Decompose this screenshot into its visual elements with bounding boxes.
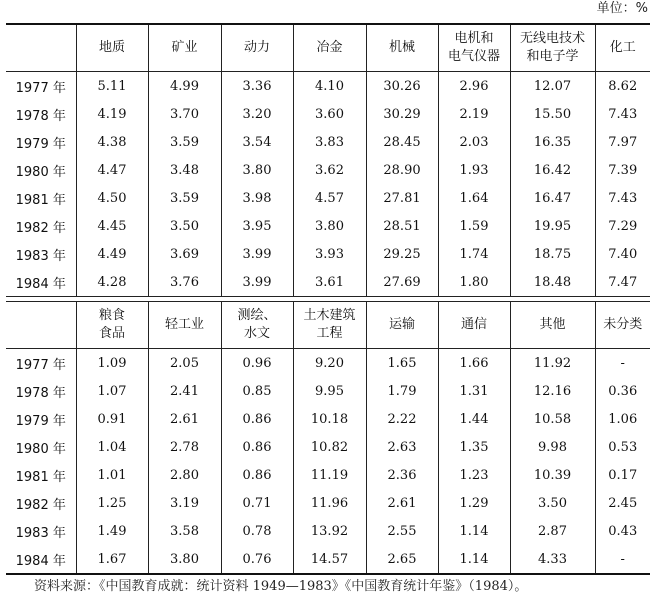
table-row — [6, 405, 650, 433]
value-cell: 3.83 — [293, 128, 366, 156]
value-cell: 10.18 — [293, 405, 366, 433]
value-cell: 2.78 — [148, 433, 221, 461]
table-row — [6, 72, 650, 101]
value-cell: 1.06 — [595, 405, 650, 433]
column-header-line: 食品 — [98, 326, 125, 341]
value-cell: 30.26 — [366, 72, 438, 101]
column-header — [438, 302, 510, 349]
value-cell: 0.86 — [221, 461, 293, 489]
value-cell: 11.19 — [293, 461, 366, 489]
column-header — [221, 24, 293, 72]
column-header-line: 其他 — [539, 317, 566, 332]
value-cell: 2.63 — [366, 433, 438, 461]
value-cell: 2.05 — [148, 349, 221, 378]
table-row — [6, 349, 650, 378]
column-header-line: 轻工业 — [164, 317, 204, 332]
value-cell: - — [595, 349, 650, 378]
value-cell: 2.61 — [148, 405, 221, 433]
value-cell: 3.62 — [293, 156, 366, 184]
column-header-line: 机械 — [388, 40, 415, 55]
value-cell: 0.53 — [595, 433, 650, 461]
value-cell: 1.64 — [438, 184, 510, 212]
value-cell: 0.96 — [221, 349, 293, 378]
statistics-table-body — [6, 24, 650, 574]
column-header-line: 粮食 — [98, 308, 125, 323]
value-cell: 3.70 — [148, 100, 221, 128]
value-cell: 5.11 — [76, 72, 148, 101]
value-cell: 3.61 — [293, 268, 366, 297]
column-header — [438, 24, 510, 72]
value-cell: 2.45 — [595, 489, 650, 517]
year-cell: 1980 年 — [15, 164, 66, 180]
value-cell: 7.39 — [595, 156, 650, 184]
value-cell: 11.96 — [293, 489, 366, 517]
value-cell: 29.25 — [366, 240, 438, 268]
value-cell: 10.39 — [510, 461, 595, 489]
column-header-line: 土木建筑 — [303, 308, 356, 323]
value-cell: 1.29 — [438, 489, 510, 517]
value-cell: 1.35 — [438, 433, 510, 461]
table1-header-row — [6, 24, 650, 72]
value-cell: 3.36 — [221, 72, 293, 101]
value-cell: 19.95 — [510, 212, 595, 240]
column-header-line: 无线电技术 — [519, 31, 585, 46]
value-cell: 3.54 — [221, 128, 293, 156]
value-cell: 7.40 — [595, 240, 650, 268]
year-cell: 1983 年 — [15, 525, 66, 541]
value-cell: 1.09 — [76, 349, 148, 378]
value-cell: 0.36 — [595, 377, 650, 405]
value-cell: 1.04 — [76, 433, 148, 461]
value-cell: 1.59 — [438, 212, 510, 240]
value-cell: 0.86 — [221, 405, 293, 433]
value-cell: 3.20 — [221, 100, 293, 128]
year-cell: 1982 年 — [15, 497, 66, 513]
value-cell: 1.14 — [438, 545, 510, 574]
value-cell: 12.07 — [510, 72, 595, 101]
year-cell: 1977 年 — [15, 357, 66, 373]
value-cell: 7.97 — [595, 128, 650, 156]
value-cell: 1.79 — [366, 377, 438, 405]
value-cell: 4.99 — [148, 72, 221, 101]
value-cell: 4.38 — [76, 128, 148, 156]
column-header-line: 运输 — [388, 317, 415, 332]
value-cell: 0.86 — [221, 433, 293, 461]
column-header-line: 冶金 — [316, 40, 343, 55]
value-cell: 0.78 — [221, 517, 293, 545]
value-cell: 7.43 — [595, 100, 650, 128]
table-row — [6, 100, 650, 128]
column-header — [148, 302, 221, 349]
value-cell: 9.98 — [510, 433, 595, 461]
value-cell: 27.69 — [366, 268, 438, 297]
value-cell: 4.28 — [76, 268, 148, 297]
value-cell: 3.58 — [148, 517, 221, 545]
value-cell: 3.60 — [293, 100, 366, 128]
value-cell: 14.57 — [293, 545, 366, 574]
column-header — [366, 24, 438, 72]
value-cell: 7.29 — [595, 212, 650, 240]
year-cell: 1984 年 — [6, 545, 76, 574]
value-cell: 3.99 — [221, 268, 293, 297]
value-cell: 7.43 — [595, 184, 650, 212]
value-cell: 3.80 — [148, 545, 221, 574]
column-header-line: 电气仪器 — [447, 49, 500, 64]
value-cell: 4.49 — [76, 240, 148, 268]
column-header — [366, 302, 438, 349]
table-row — [6, 545, 650, 574]
value-cell: 0.91 — [76, 405, 148, 433]
table-row — [6, 377, 650, 405]
column-header-line: 动力 — [243, 40, 270, 55]
value-cell: 2.19 — [438, 100, 510, 128]
column-header-line: 地质 — [98, 40, 125, 55]
table-row — [6, 184, 650, 212]
value-cell: 2.36 — [366, 461, 438, 489]
value-cell: 3.59 — [148, 128, 221, 156]
column-header — [76, 302, 148, 349]
value-cell: 2.41 — [148, 377, 221, 405]
year-column-header — [6, 24, 76, 72]
value-cell: 1.14 — [438, 517, 510, 545]
value-cell: 13.92 — [293, 517, 366, 545]
value-cell: 1.67 — [76, 545, 148, 574]
value-cell: 2.65 — [366, 545, 438, 574]
year-cell: 1978 年 — [15, 108, 66, 124]
value-cell: 18.48 — [510, 268, 595, 297]
value-cell: 11.92 — [510, 349, 595, 378]
value-cell: 28.90 — [366, 156, 438, 184]
value-cell: 18.75 — [510, 240, 595, 268]
table-row — [6, 489, 650, 517]
year-cell: 1982 年 — [15, 220, 66, 236]
value-cell: 9.95 — [293, 377, 366, 405]
value-cell: 4.19 — [76, 100, 148, 128]
column-header — [595, 302, 650, 349]
value-cell: 0.43 — [595, 517, 650, 545]
value-cell: 0.71 — [221, 489, 293, 517]
year-cell: 1981 年 — [15, 192, 66, 208]
value-cell: 1.74 — [438, 240, 510, 268]
value-cell: 4.50 — [76, 184, 148, 212]
column-header-line: 电机和 — [454, 31, 494, 46]
column-header — [595, 24, 650, 72]
column-header — [148, 24, 221, 72]
value-cell: 10.82 — [293, 433, 366, 461]
value-cell: 9.20 — [293, 349, 366, 378]
value-cell: 16.47 — [510, 184, 595, 212]
table2-header-row — [6, 302, 650, 349]
year-cell: 1979 年 — [15, 136, 66, 152]
value-cell: 2.80 — [148, 461, 221, 489]
value-cell: 16.35 — [510, 128, 595, 156]
column-header — [293, 24, 366, 72]
column-header — [510, 302, 595, 349]
value-cell: 3.95 — [221, 212, 293, 240]
year-cell: 1978 年 — [15, 385, 66, 401]
column-header — [510, 24, 595, 72]
value-cell: 4.57 — [293, 184, 366, 212]
table-row — [6, 128, 650, 156]
value-cell: 3.19 — [148, 489, 221, 517]
year-column-header — [6, 302, 76, 349]
value-cell: 2.55 — [366, 517, 438, 545]
table-row — [6, 212, 650, 240]
table-row — [6, 517, 650, 545]
value-cell: 4.45 — [76, 212, 148, 240]
value-cell: 4.47 — [76, 156, 148, 184]
source-note: 资料来源：《中国教育成就：统计资料 1949—1983》《中国教育统计年鉴》（1984）。 — [34, 579, 528, 594]
value-cell: 1.07 — [76, 377, 148, 405]
column-header — [76, 24, 148, 72]
value-cell: 3.76 — [148, 268, 221, 297]
value-cell: 16.42 — [510, 156, 595, 184]
year-cell: 1979 年 — [15, 413, 66, 429]
value-cell: 4.33 — [510, 545, 595, 574]
value-cell: 2.87 — [510, 517, 595, 545]
year-cell: 1981 年 — [15, 469, 66, 485]
value-cell: 8.62 — [595, 72, 650, 101]
value-cell: 3.99 — [221, 240, 293, 268]
unit-label: 单位：% — [596, 1, 648, 16]
value-cell: 1.80 — [438, 268, 510, 297]
value-cell: 3.48 — [148, 156, 221, 184]
value-cell: 28.51 — [366, 212, 438, 240]
table-row — [6, 433, 650, 461]
value-cell: 2.96 — [438, 72, 510, 101]
value-cell: 2.22 — [366, 405, 438, 433]
table-row — [6, 156, 650, 184]
value-cell: 3.69 — [148, 240, 221, 268]
year-cell: 1980 年 — [15, 441, 66, 457]
year-cell: 1984 年 — [15, 276, 66, 292]
value-cell: 1.49 — [76, 517, 148, 545]
column-header-line: 未分类 — [603, 317, 643, 332]
value-cell: 2.61 — [366, 489, 438, 517]
value-cell: 1.65 — [366, 349, 438, 378]
column-header-line: 和电子学 — [526, 49, 579, 64]
value-cell: 10.58 — [510, 405, 595, 433]
value-cell: 1.31 — [438, 377, 510, 405]
value-cell: 0.76 — [221, 545, 293, 574]
column-header — [293, 302, 366, 349]
value-cell: 0.17 — [595, 461, 650, 489]
column-header — [221, 302, 293, 349]
value-cell: 27.81 — [366, 184, 438, 212]
value-cell: 1.01 — [76, 461, 148, 489]
year-cell: 1977 年 — [15, 80, 66, 96]
column-header-line: 工程 — [316, 326, 343, 341]
year-cell: 1983 年 — [15, 248, 66, 264]
value-cell: 1.25 — [76, 489, 148, 517]
value-cell: 1.23 — [438, 461, 510, 489]
value-cell: 7.47 — [595, 268, 650, 297]
column-header-line: 测绘、 — [237, 308, 277, 323]
column-header-line: 水文 — [243, 326, 270, 341]
table-row — [6, 461, 650, 489]
value-cell: 3.98 — [221, 184, 293, 212]
value-cell: 28.45 — [366, 128, 438, 156]
value-cell: 3.59 — [148, 184, 221, 212]
value-cell: 3.93 — [293, 240, 366, 268]
value-cell: 3.80 — [293, 212, 366, 240]
table-row — [6, 240, 650, 268]
value-cell: 4.10 — [293, 72, 366, 101]
value-cell: 3.80 — [221, 156, 293, 184]
value-cell: 1.93 — [438, 156, 510, 184]
column-header-line: 化工 — [609, 40, 636, 55]
table-row — [6, 268, 650, 297]
value-cell: 0.85 — [221, 377, 293, 405]
value-cell: 12.16 — [510, 377, 595, 405]
column-header-line: 矿业 — [171, 40, 198, 55]
value-cell: 3.50 — [148, 212, 221, 240]
value-cell: 30.29 — [366, 100, 438, 128]
value-cell: - — [595, 545, 650, 574]
value-cell: 1.44 — [438, 405, 510, 433]
statistics-table — [6, 23, 650, 575]
value-cell: 15.50 — [510, 100, 595, 128]
value-cell: 1.66 — [438, 349, 510, 378]
value-cell: 3.50 — [510, 489, 595, 517]
value-cell: 2.03 — [438, 128, 510, 156]
column-header-line: 通信 — [460, 317, 487, 332]
